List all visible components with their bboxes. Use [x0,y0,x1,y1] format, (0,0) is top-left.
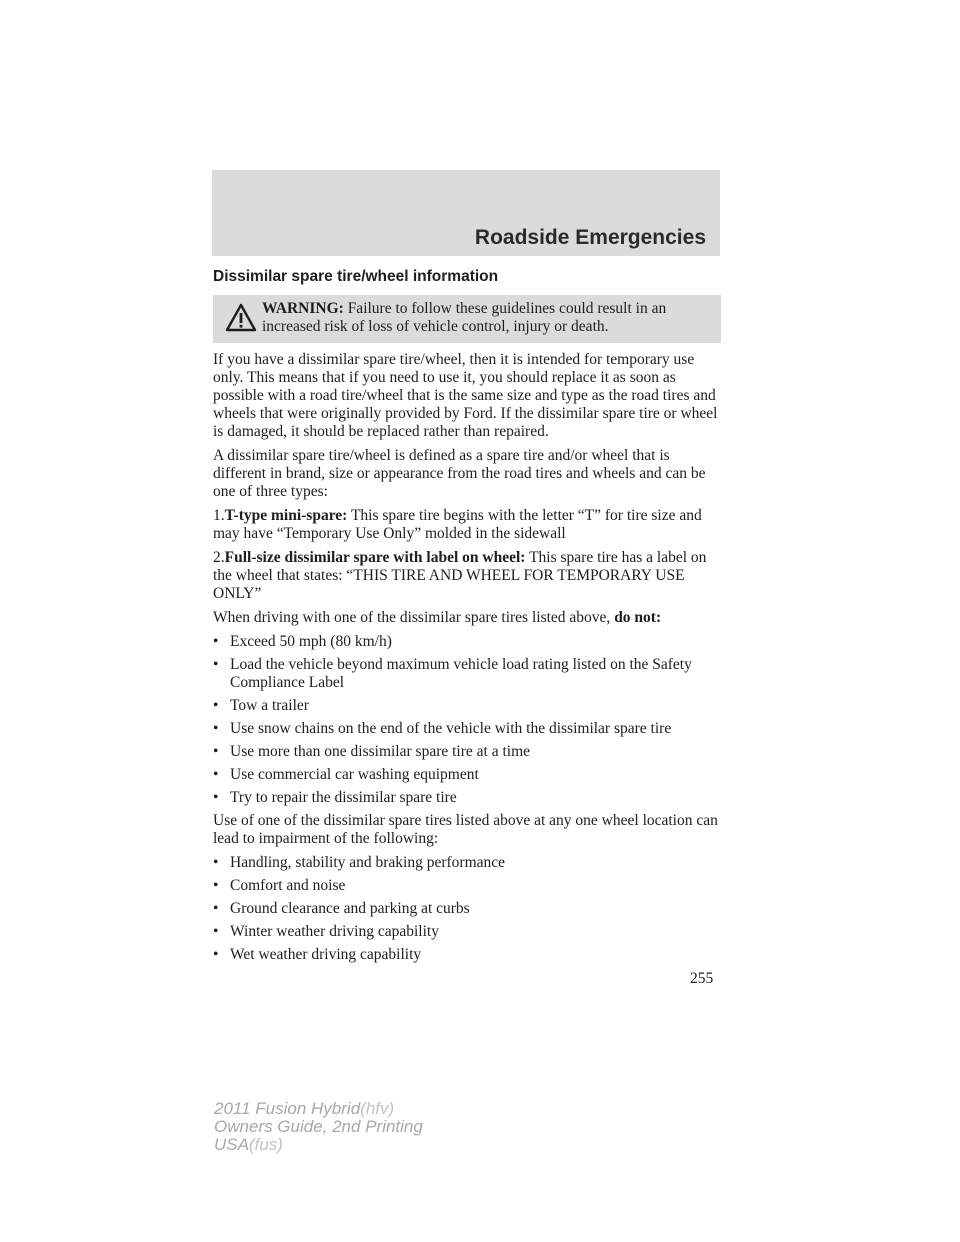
subhead: Dissimilar spare tire/wheel information [213,268,499,285]
spare-type-number: 1. [213,507,225,524]
bullet-icon: • [213,946,219,963]
impairment-list [213,854,721,964]
warning-label: WARNING: [262,300,344,317]
list-item: • Handling, stability and braking performance [213,854,506,871]
bullet-icon: • [213,877,219,894]
spare-type-label: Full-size dissimilar spare with label on wheel: [224,549,526,566]
do-not-intro-text: When driving with one of the dissimilar spare tires listed above, [213,609,611,626]
warning-box [213,295,721,343]
footer-line-region: USA(fus) [214,1135,283,1154]
list-item: • Wet weather driving capability [213,946,422,963]
footer-line-model: 2011 Fusion Hybrid(hfv) [214,1099,395,1118]
list-item: • Comfort and noise [213,877,346,894]
page-number: 255 [690,970,714,987]
bullet-icon: • [213,923,219,940]
section-header-band [212,170,720,256]
spare-type-number: 2. [213,549,225,566]
warning-triangle-icon [225,303,257,333]
bullet-icon: • [213,697,219,714]
list-item: • Ground clearance and parking at curbs [213,900,470,917]
spare-type-item [213,549,721,603]
paragraph-definition: A dissimilar spare tire/wheel is defined as a spare tire and/or wheel that is different in brand, size or appearance from the road tires and wheels and can be one of three types: [213,447,706,500]
list-item: • Try to repair the dissimilar spare tire [213,789,457,806]
bullet-icon: • [213,720,219,737]
section-title: Roadside Emergencies [474,226,706,249]
page-content [213,268,721,969]
impairment-intro: Use of one of the dissimilar spare tires listed above at any one wheel location can lead to impairment of the following: [213,812,718,847]
spare-type-text: This spare tire has a label on the wheel that states: “THIS TIRE AND WHEEL FOR TEMPORARY USE ONLY” [213,549,707,602]
bullet-icon: • [213,633,219,650]
do-not-list [213,633,721,807]
do-not-emphasis: do not: [614,609,662,626]
list-item: • Use snow chains on the end of the vehicle with the dissimilar spare tire [213,720,672,737]
bullet-icon: • [213,900,219,917]
spare-type-label: T-type mini-spare: [224,507,348,524]
bullet-icon: • [213,656,219,673]
bullet-icon: • [213,854,219,871]
list-item: • Winter weather driving capability [213,923,439,940]
list-item: • Load the vehicle beyond maximum vehicle load rating listed on the Safety Compliance Label [213,656,692,691]
list-item: • Tow a trailer [213,697,309,714]
footer [214,1100,423,1154]
spare-type-item [213,507,721,543]
list-item: • Exceed 50 mph (80 km/h) [213,633,392,650]
paragraph-temporary-use: If you have a dissimilar spare tire/wheel, then it is intended for temporary use only. This means that if you need to use it, you should replace it as soon as possible with a road tire/wheel that is the same size and type as the road tires and wheels that were originally provided by Ford. If the dissimilar spare tire or wheel is damaged, it should be replaced rather than repaired. [213,351,718,440]
bullet-icon: • [213,766,219,783]
spare-type-text: This spare tire begins with the letter “T” for tire size and may have “Temporary Use Only” molded in the sidewall [213,507,702,542]
list-item: • Use more than one dissimilar spare tire at a time [213,743,531,760]
bullet-icon: • [213,789,219,806]
list-item: • Use commercial car washing equipment [213,766,479,783]
warning-text [262,300,713,336]
footer-line-guide: Owners Guide, 2nd Printing [214,1117,423,1136]
do-not-intro [213,609,721,627]
bullet-icon: • [213,743,219,760]
warning-body: Failure to follow these guidelines could result in an increased risk of loss of vehicle control, injury or death. [262,300,667,335]
